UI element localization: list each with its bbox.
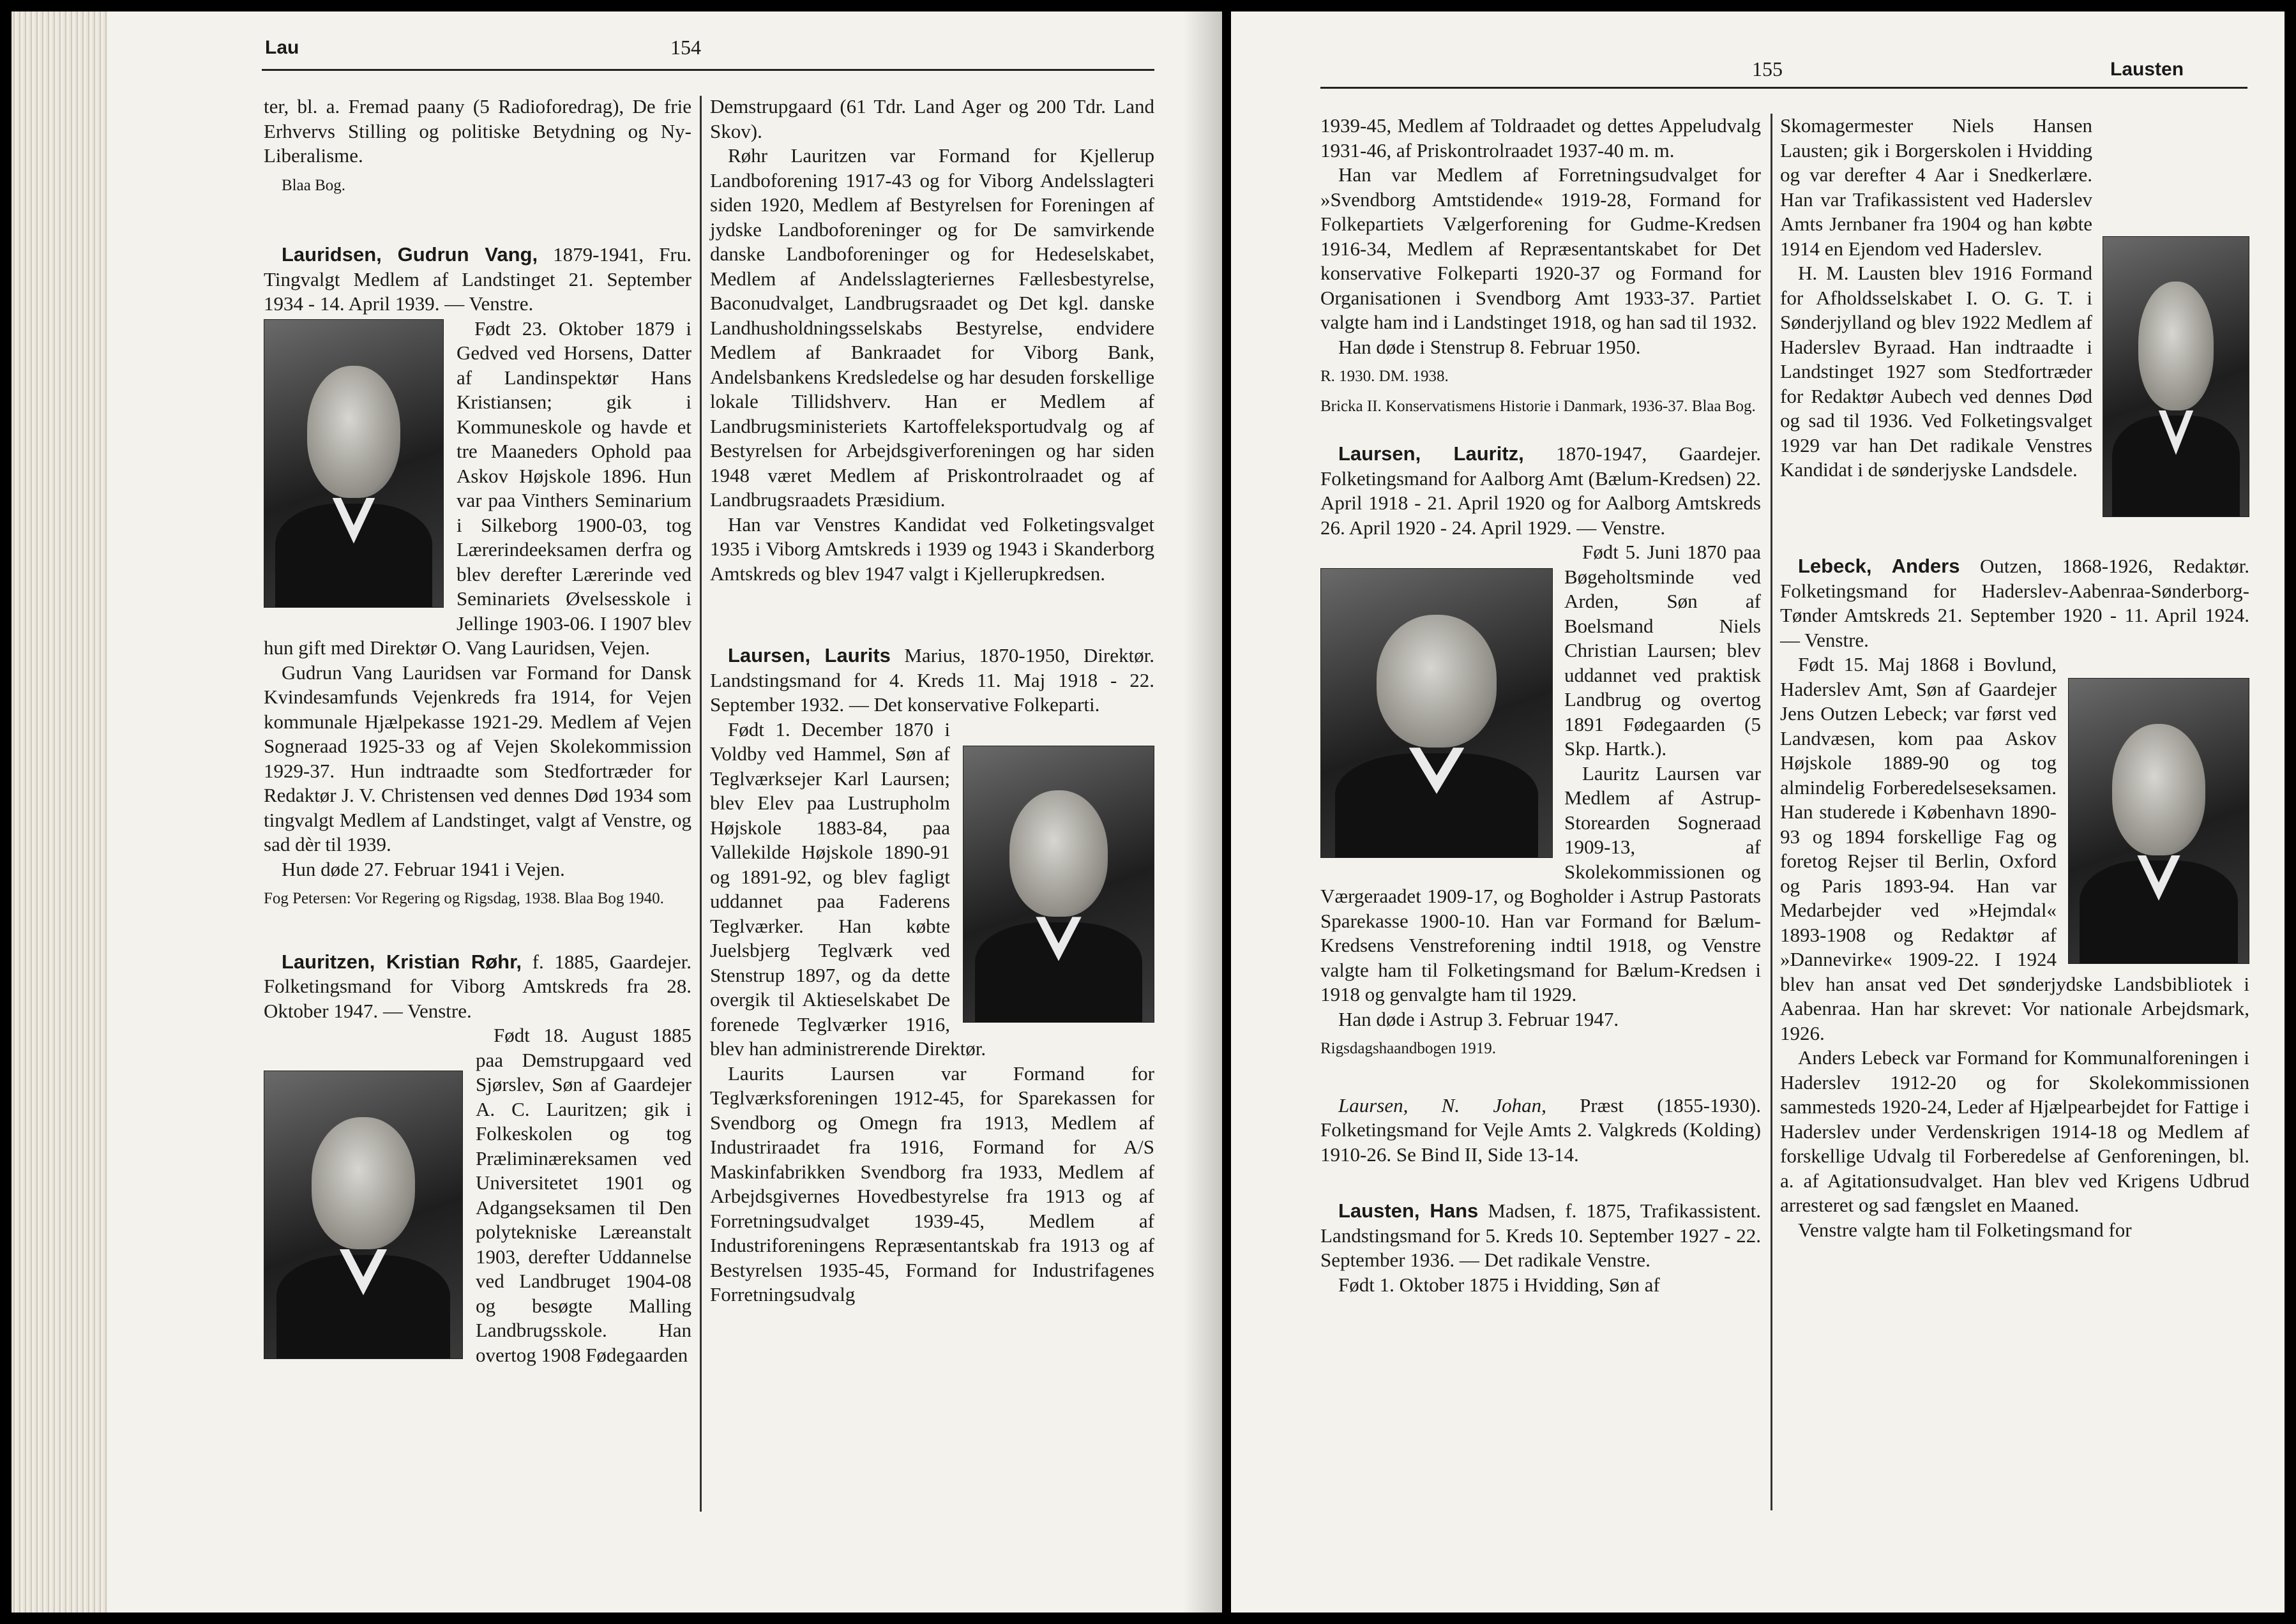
paragraph: Demstrupgaard (61 Tdr. Land Ager og 200 Tdr. Land Skov). xyxy=(710,95,1154,142)
column-2 xyxy=(710,94,1154,1307)
paragraph-text: Født 23. Oktober 1879 i Gedved ved Horsens, Datter af Landinspektør Hans Kristiansen; gik i Kommuneskole og havde et tre Maaneders Ophold paa Askov Højskole 1896. Hun var paa Vinthers Seminarium i Silkeborg 1900-03, tog Lærerindeeksamen derfra og blev derefter Lærerinde ved Seminariets Øvelsesskole i Jellinge 1903-06. I 1907 blev hun gift med Direktør O. Vang Lauridsen, Vejen. xyxy=(264,317,691,659)
portrait-photo xyxy=(2103,236,2249,517)
header-rule xyxy=(1320,87,2247,89)
portrait-photo xyxy=(963,746,1154,1023)
entry-name: Lebeck, Anders xyxy=(1798,555,1960,577)
paragraph xyxy=(1780,652,2249,1046)
paragraph: Han døde i Astrup 3. Februar 1947. xyxy=(1338,1007,1619,1030)
source-note: Rigsdagshaandbogen 1919. xyxy=(1320,1040,1496,1057)
running-head: Lausten xyxy=(2110,59,2184,80)
header-rule xyxy=(262,69,1154,71)
paragraph: ter, bl. a. Fremad paany (5 Radioforedrag), De frie Erhvervs Stilling og politiske Betydning og Ny-Liberalisme. xyxy=(264,95,691,167)
entry-name: Laursen, Lauritz, xyxy=(1338,442,1524,465)
paragraph xyxy=(1780,114,2249,261)
entry-laursen-johan xyxy=(1320,1094,1761,1168)
paragraph: Lauritz Laursen var Medlem af Astrup-Storearden Sogneraad 1909-13, af Skolekommissionen og Værgeraadet 1909-17, og Bogholder i Astrup Pastorats Sparekasse 1900-10. Han var Formand for Bælum-Kredsens Venstreforening indtil 1918, og Venstre valgte ham til Folketingsmand for Bælum-Kredsen i 1918 og genvalgte ham til 1929. xyxy=(1320,762,1761,1005)
paragraph: Gudrun Vang Lauridsen var Formand for Dansk Kvindesamfunds Vejenkreds fra 1914, for Vejen kommunale Hjælpekasse 1921-29. Medlem af Vejen Sogneraad 1925-33 og af Vejen Skolekommission 1929-37. Hun indtraadte som Stedfortræder for Redaktør J. V. Christensen ved dennes Død 1934 som tingvalgt Medlem af Landstinget, valgt af Venstre, og sad dèr til 1939. xyxy=(264,661,691,855)
column-2 xyxy=(1780,114,2249,1242)
entry-intro: Madsen, f. 1875, Trafikassistent. Landstingsmand for 5. Kreds 10. September 1927 - 22. September 1936. — Det radikale Venstre. xyxy=(1320,1199,1761,1271)
paragraph-text: Skomagermester Niels Hansen Lausten; gik i Borgerskolen i Hvidding og var derefter 4 Aar i Snedkerlære. Han var Trafikassistent ved Haderslev Amts Jernbaner fra 1904 og han købte 1914 en Ejendom ved Haderslev. xyxy=(1780,114,2092,260)
paragraph: Røhr Lauritzen var Formand for Kjellerup Landboforening 1917-43 og for Viborg Andelsslagteri siden 1920, Medlem af Bestyrelsen for Foreningen af jydske Landboforeninger og for De samvirkende danske Landboforeninger og for Hedeselskabet, Medlem af Andelsslagteriernes Fællesbestyrelse, Baconudvalget, Landbrugsraadet og Det kgl. danske Landhusholdningsselskabs Bestyrelse, endvidere Medlem af Bankraadet for Viborg Bank, Andelsbankens Kredsledelse og har desuden forskellige lokale Tillidshverv. Han er Medlem af Landbrugsministeriets Kartoffeleksportudvalg og af Bestyrelsen for Arbejdsgiverforeningen og har siden 1948 været Medlem af Priskontrolraadet og af Landbrugsraadets Præsidium. xyxy=(710,144,1154,511)
source-note: Fog Petersen: Vor Regering og Rigsdag, 1938. Blaa Bog 1940. xyxy=(264,890,664,907)
paragraph xyxy=(264,1023,691,1367)
entry-name: Laursen, Laurits xyxy=(728,644,891,666)
entry-name: Lauritzen, Kristian Røhr, xyxy=(282,950,522,973)
source-note: Bricka II. Konservatismens Historie i Danmark, 1936-37. Blaa Bog. xyxy=(1320,397,1756,415)
entry-intro: Marius, 1870-1950, Direktør. Landstingsmand for 4. Kreds 11. Maj 1918 - 22. September 1932. — Det konservative Folkeparti. xyxy=(710,644,1154,716)
paragraph: Han døde i Stenstrup 8. Februar 1950. xyxy=(1338,335,1641,358)
entry-lausten xyxy=(1320,1199,1761,1273)
entry-lauridsen xyxy=(264,243,691,317)
entry-intro: Outzen, 1868-1926, Redaktør. Folketingsmand for Haderslev-Aabenraa-Sønderborg-Tønder Amtskreds 21. September 1920 - 11. April 1924. — Venstre. xyxy=(1780,555,2249,651)
entry-intro: 1879-1941, Fru. Tingvalgt Medlem af Landstinget 21. September 1934 - 14. April 1939. — Venstre. xyxy=(264,243,691,315)
column-rule xyxy=(700,96,702,1512)
running-head: Lau xyxy=(265,37,299,58)
paragraph: Hun døde 27. Februar 1941 i Vejen. xyxy=(282,857,565,880)
source-note: R. 1930. DM. 1938. xyxy=(1320,368,1449,385)
gutter-shadow xyxy=(1184,11,1222,1613)
entry-name: Lauridsen, Gudrun Vang, xyxy=(282,243,538,266)
paragraph xyxy=(264,317,691,661)
paragraph xyxy=(710,718,1154,1062)
entry-intro: 1870-1947, Gaardejer. Folketingsmand for Aalborg Amt (Bælum-Kredsen) 22. April 1918 - 21. April 1920 og for Aalborg Amtskreds 26. April 1920 - 24. April 1929. — Venstre. xyxy=(1320,442,1761,539)
paragraph-text: Født 18. August 1885 paa Demstrupgaard ved Sjørslev, Søn af Gaardejer A. C. Lauritzen; gik i Folkeskolen og tog Præliminæreksamen ved Universitetet 1901 og Adgangseksamen til Den polytekniske Læreanstalt 1903, derefter Uddannelse ved Landbruget 1904-08 og besøgte Malling Landbrugsskole. Han overtog 1908 Fødegaarden xyxy=(476,1024,691,1366)
entry-laursen-lauritz xyxy=(1320,442,1761,540)
paragraph: Anders Lebeck var Formand for Kommunalforeningen i Haderslev 1912-20 og for Skolekommissionen sammesteds 1920-24, Leder af Hjælpearbejdet for Fattige i Haderslev under Verdenskrigen 1914-18 og Medlem af forskellige Udvalg til Forberedelse af Genforeningen, bl. a. af Agitationsudvalget. Han blev ved Krigens Udbrud arresteret og sad fængslet en Maaned. xyxy=(1780,1046,2249,1216)
column-rule xyxy=(1771,114,1772,1510)
left-page xyxy=(11,11,1222,1613)
page-number: 155 xyxy=(1752,57,1783,80)
column-1 xyxy=(1320,114,1761,1297)
right-page xyxy=(1231,11,2285,1613)
entry-intro: Præst (1855-1930). Folketingsmand for Vejle Amts 2. Valgkreds (Kolding) 1910-26. Se Bind II, Side 13-14. xyxy=(1320,1094,1761,1166)
entry-lauritzen xyxy=(264,950,691,1024)
paragraph: Venstre valgte ham til Folketingsmand for xyxy=(1798,1218,2132,1241)
column-1 xyxy=(264,94,691,1367)
source-note: Blaa Bog. xyxy=(282,176,345,194)
paragraph-text: Født 15. Maj 1868 i Bovlund, Haderslev Amt, Søn af Gaardejer Jens Outzen Lebeck; var først ved Landvæsen, kom paa Askov Højskole 1889-90 og tog almindelig Forberedelseseksamen. Han studerede i København 1890-93 og 1894 forskellige Fag og foretog Rejser til Berlin, Oxford og Paris 1893-94. Han var Medarbejder ved »Hejmdal« 1893-1908 og Redaktør af »Dannevirke« 1909-22. I 1924 blev han ansat ved Det sønderjydske Landsbibliotek i Aabenraa. Han har skrevet: Vor nationale Arbejdsmark, 1926. xyxy=(1780,653,2249,1044)
paragraph: Han var Medlem af Forretningsudvalget for »Svendborg Amtstidende« 1919-28, Formand for Folkepartiets Vælgerforening for Gudme-Kredsen 1916-34, Medlem af Repræsentantskabet for Det konservative Folkeparti 1920-37 og Formand for Organisationen i Svendborg Amt 1933-37. Partiet valgte ham ind i Landstinget 1918, og han sad til 1932. xyxy=(1320,163,1761,333)
page-edges xyxy=(11,11,107,1613)
paragraph: Født 1. Oktober 1875 i Hvidding, Søn af xyxy=(1338,1273,1660,1296)
paragraph: H. M. Lausten blev 1916 Formand for Afholdsselskabet I. O. G. T. i Sønderjylland og blev 1922 Medlem af Haderslev Byraad. Han indtraadte i Landstinget 1927 som Stedfortræder for Redaktør Aubech ved dennes Død og sad til 1936. Ved Folketingsvalget 1929 var han Det radikale Venstres Kandidat i de sønderjyske Landsdele. xyxy=(1780,262,2092,481)
page-number: 154 xyxy=(670,36,701,59)
entry-lebeck xyxy=(1780,554,2249,652)
paragraph-text: Født 5. Juni 1870 paa Bøgeholtsminde ved Arden, Søn af Boelsmand Niels Christian Laursen; blev uddannet ved praktisk Landbrug og overtog 1891 Fødegaarden (5 Skp. Hartk.). xyxy=(1564,541,1761,760)
portrait-photo xyxy=(2068,678,2249,964)
paragraph xyxy=(1320,540,1761,762)
entry-intro: f. 1885, Gaardejer. Folketingsmand for Viborg Amtskreds fra 28. Oktober 1947. — Venstre. xyxy=(264,950,691,1022)
paragraph: Han var Venstres Kandidat ved Folketingsvalget 1935 i Viborg Amtskreds i 1939 og 1943 i Skanderborg Amtskreds og blev 1947 valgt i Kjellerupkredsen. xyxy=(710,513,1154,585)
portrait-photo xyxy=(1320,568,1553,858)
portrait-photo xyxy=(264,1071,463,1359)
portrait-photo xyxy=(264,319,444,608)
entry-laursen-laurits xyxy=(710,643,1154,718)
paragraph: Laurits Laursen var Formand for Teglværksforeningen 1912-45, for Sparekassen for Svendborg og Omegn fra 1913, Medlem af Industriraadet fra 1916, Formand for A/S Maskinfabrikken Svendborg fra 1933, Medlem af Arbejdsgivernes Hovedbestyrelse fra 1913 og af Forretningsudvalget 1939-45, Medlem af Industriforeningens Repræsentantskab fra 1913 og af Bestyrelsen 1935-45, Formand for Industrifagenes Forretningsudvalg xyxy=(710,1062,1154,1305)
entry-name: Laursen, N. Johan, xyxy=(1338,1094,1546,1116)
paragraph-text: Født 1. December 1870 i Voldby ved Hammel, Søn af Teglværksejer Karl Laursen; blev Elev paa Lustrupholm Højskole 1883-84, paa Vallekilde Højskole 1890-91 og 1891-92, og blev fagligt uddannet paa Faderens Teglværker. Han købte Juelsbjerg Teglværk ved Stenstrup 1897, og da dette overgik til Aktieselskabet De forenede Teglværker 1916, blev han administrerende Direktør. xyxy=(710,718,986,1060)
entry-name: Lausten, Hans xyxy=(1338,1199,1479,1222)
paragraph: 1939-45, Medlem af Toldraadet og dettes Appeludvalg 1931-46, af Priskontrolraadet 1937-40 m. m. xyxy=(1320,114,1761,162)
